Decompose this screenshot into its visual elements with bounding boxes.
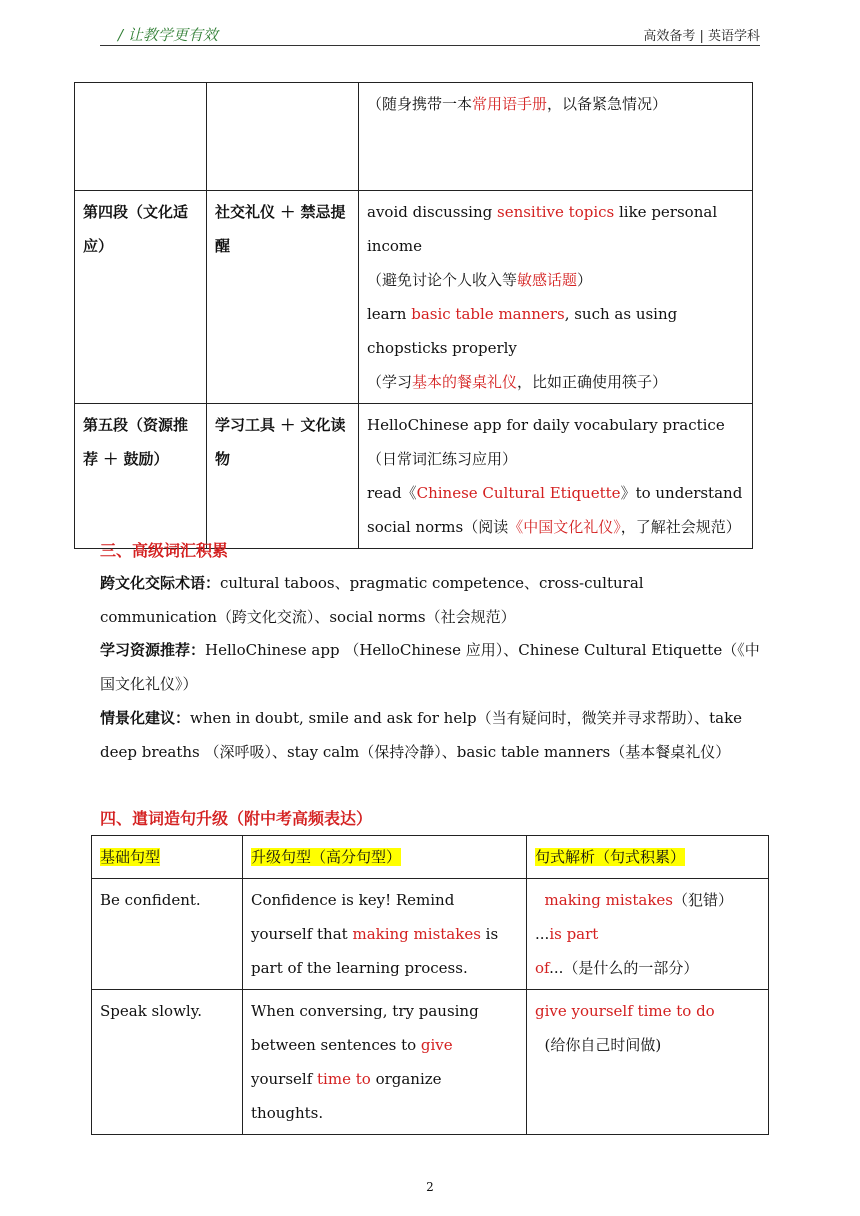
vocab-item — [100, 701, 765, 769]
table-row — [75, 191, 753, 404]
vocab-label: 情景化建议： — [100, 709, 191, 727]
text-segment: like personal income — [367, 203, 718, 255]
text-segment: learn — [367, 305, 412, 323]
sentence-upgrade-table — [91, 835, 769, 1135]
sentence-analysis — [527, 879, 769, 990]
text-segment: HelloChinese app for daily vocabulary practice（日常词汇练习应用） — [367, 416, 725, 468]
highlighted-phrase: making mistakes — [544, 891, 673, 909]
text-segment: 》to understand social norms（阅读 — [367, 484, 743, 536]
column-header: 句式解析（句式积累） — [527, 836, 769, 879]
highlighted-phrase: making mistakes — [352, 925, 481, 943]
highlighted-phrase: 基本的餐桌礼仪 — [412, 373, 518, 391]
text-segment: avoid discussing — [367, 203, 497, 221]
text-segment: ） — [577, 271, 593, 289]
expression-cell — [359, 191, 753, 404]
column-header: 升级句型（高分句型） — [243, 836, 527, 879]
text-segment: （避免讨论个人收入等 — [367, 271, 518, 289]
highlighted-phrase: 敏感话题 — [517, 271, 578, 289]
topic-label: 社交礼仪 ＋ 禁忌提醒 — [207, 191, 359, 404]
sentence-analysis — [527, 990, 769, 1135]
table-row — [75, 83, 753, 191]
text-segment: (给你自己时间做) — [535, 1036, 662, 1054]
text-segment: organize thoughts. — [251, 1070, 442, 1122]
table-row — [92, 879, 769, 990]
text-segment: ，以备紧急情况） — [547, 95, 668, 113]
table-header-row — [92, 836, 769, 879]
vocab-text: when in doubt, smile and ask for help（当有疑问时，微笑并寻求帮助）、take deep breaths （深呼吸）、stay calm（保持冷静）、basic table manners（基本餐桌礼仪） — [100, 709, 743, 761]
highlighted-phrase: Chinese Cultural Etiquette — [416, 484, 621, 502]
text-segment: （学习 — [367, 373, 413, 391]
vocab-item — [100, 633, 765, 701]
text-segment: is part of the learning process. — [251, 925, 499, 977]
text-segment: , such as using chopsticks properly — [367, 305, 678, 357]
header-slogan: / 让教学更有效 — [118, 26, 218, 44]
section-title: 四、遣词造句升级（附中考高频表达） — [100, 809, 373, 828]
highlighted-phrase: sensitive topics — [497, 203, 615, 221]
table-cell — [75, 83, 207, 191]
section-title: 三、高级词汇积累 — [100, 541, 229, 560]
text-segment — [535, 891, 545, 909]
text-segment: （随身携带一本 — [367, 95, 473, 113]
text-segment: read《 — [367, 484, 417, 502]
header-subject: 高效备考 | 英语学科 — [643, 29, 760, 44]
expression-cell — [359, 404, 753, 549]
text-segment: （犯错） — [672, 891, 733, 909]
text-segment: ，了解社会规范） — [620, 518, 741, 536]
highlighted-phrase: give — [420, 1036, 453, 1054]
column-header: 基础句型 — [92, 836, 243, 879]
table-cell — [207, 83, 359, 191]
highlighted-phrase: 《中国文化礼仪》 — [508, 518, 621, 536]
table-row — [92, 990, 769, 1135]
text-segment: yourself — [251, 1070, 318, 1088]
header-divider — [100, 45, 760, 46]
vocab-label: 学习资源推荐： — [100, 641, 206, 659]
upgraded-sentence — [243, 990, 527, 1135]
text-segment: When conversing, try pausing between sentences to — [251, 1002, 479, 1054]
vocab-label: 跨文化交际术语： — [100, 574, 221, 592]
highlighted-phrase: is part of — [535, 925, 604, 977]
text-segment: Confidence is key! Remind yourself that — [251, 891, 455, 943]
page-number: 2 — [426, 1180, 434, 1194]
paragraph-label: 第四段（文化适应） — [75, 191, 207, 404]
highlighted-phrase: give yourself time to do — [535, 1002, 715, 1020]
text-segment: ，比如正确使用筷子） — [517, 373, 668, 391]
vocab-text: HelloChinese app （HelloChinese 应用）、Chinese Cultural Etiquette（《中国文化礼仪》） — [100, 641, 760, 693]
table-row — [75, 404, 753, 549]
table-cell — [359, 83, 753, 191]
highlighted-phrase: time to — [317, 1070, 371, 1088]
text-segment: ...（是什么的一部分） — [549, 959, 699, 977]
highlighted-phrase: 常用语手册 — [472, 95, 548, 113]
highlighted-phrase: basic table manners — [411, 305, 565, 323]
outline-table — [74, 82, 753, 549]
paragraph-label: 第五段（资源推荐 ＋ 鼓励） — [75, 404, 207, 549]
topic-label: 学习工具 ＋ 文化读物 — [207, 404, 359, 549]
vocab-item — [100, 566, 765, 634]
basic-sentence: Be confident. — [92, 879, 243, 990]
text-segment: ... — [535, 925, 550, 943]
upgraded-sentence — [243, 879, 527, 990]
vocab-text: cultural taboos、pragmatic competence、cross-cultural communication（跨文化交流）、social norms（社会规范） — [100, 574, 644, 626]
basic-sentence: Speak slowly. — [92, 990, 243, 1135]
